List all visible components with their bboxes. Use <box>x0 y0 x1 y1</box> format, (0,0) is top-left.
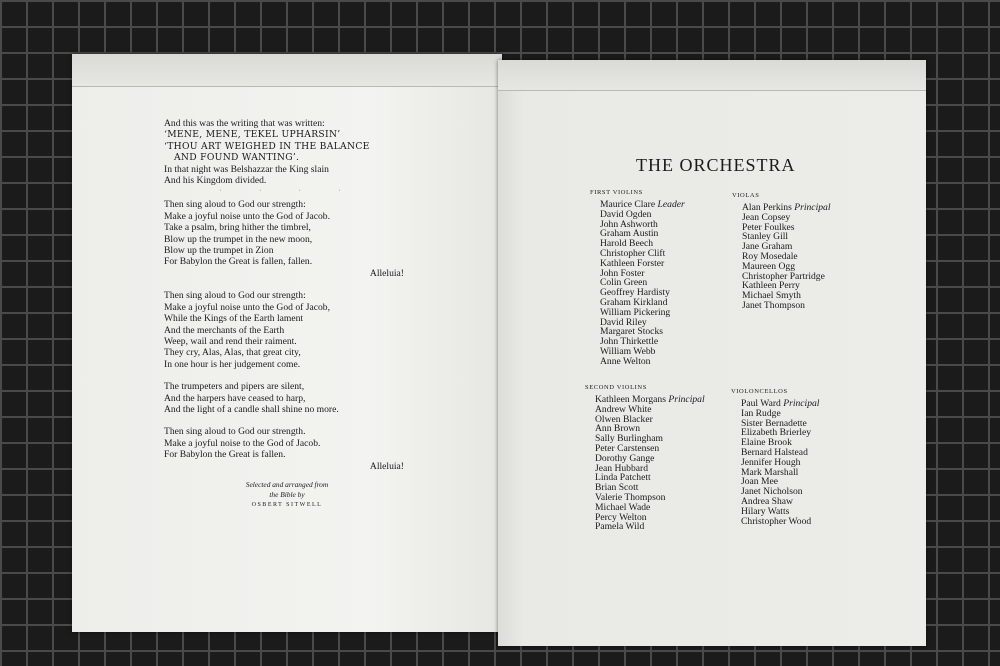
member-name: Maurice Clare <box>600 199 656 210</box>
poem-line: Make a joyful noise unto the God of Jacob, <box>164 301 330 313</box>
member-name: Andrea Shaw <box>741 495 793 507</box>
member-name: Graham Kirkland <box>600 296 668 308</box>
member-name: Olwen Blacker <box>595 413 653 425</box>
poem-line: And the harpers have ceased to harp, <box>164 392 306 404</box>
member-role: Principal <box>783 398 820 409</box>
member-name: Christopher Wood <box>741 515 812 527</box>
member-name: John Foster <box>600 267 645 279</box>
poem-line: Then sing aloud to God our strength. <box>164 426 306 438</box>
member-name: Paul Ward <box>741 398 781 409</box>
member-name: Harold Beech <box>600 238 654 250</box>
member-name: Anne Welton <box>600 355 651 367</box>
member-name: Sister Bernadette <box>741 417 807 429</box>
poem-stanza <box>164 118 414 186</box>
member-row <box>600 357 685 367</box>
member-name: Jennifer Hough <box>741 456 801 468</box>
member-name: David Ogden <box>600 208 652 220</box>
orchestra-title: THE ORCHESTRA <box>636 155 796 175</box>
poem-line: Blow up the trumpet in Zion <box>164 245 274 257</box>
member-name: Christopher Partridge <box>742 270 825 282</box>
poem-line: AND FOUND WANTING’. <box>174 152 300 164</box>
poem-line: While the Kings of the Earth lament <box>164 313 304 325</box>
member-name: Janet Thompson <box>742 299 805 311</box>
member-name: Valerie Thompson <box>595 491 666 503</box>
member-name: Mark Marshall <box>741 466 799 478</box>
member-name: Dorothy Gange <box>595 452 655 464</box>
member-name: Kathleen Forster <box>600 257 665 269</box>
member-name: Andrew White <box>595 403 652 415</box>
section-heading: VIOLONCELLOS <box>731 388 788 395</box>
poem-line: In one hour is her judgement come. <box>164 358 301 370</box>
right-page-header-strip <box>498 60 926 91</box>
section-first-violins <box>590 189 685 367</box>
credit-author: OSBERT SITWELL <box>251 502 323 508</box>
poem-line: Alleluia! <box>369 267 404 279</box>
poem-stanza <box>164 426 414 472</box>
member-name: Elizabeth Brierley <box>741 427 812 439</box>
section-violoncellos <box>731 388 819 526</box>
poem-line: Make a joyful noise to the God of Jacob. <box>164 437 321 449</box>
member-name: William Pickering <box>600 306 671 318</box>
member-name: Ann Brown <box>595 423 641 435</box>
member-name: Janet Nicholson <box>741 486 803 498</box>
member-name: Jean Copsey <box>742 211 791 223</box>
member-list <box>585 395 705 532</box>
member-name: Michael Smyth <box>742 290 801 302</box>
poem-line: And the merchants of the Earth <box>164 324 285 336</box>
member-name: Roy Mosedale <box>742 250 798 262</box>
poem-line: Take a psalm, bring hither the timbrel, <box>164 222 311 234</box>
member-name: Michael Wade <box>595 501 651 513</box>
member-name: Kathleen Perry <box>742 280 800 292</box>
member-name: Hilary Watts <box>741 505 790 517</box>
poem-stanza <box>164 290 414 370</box>
member-list <box>731 399 819 526</box>
right-page <box>498 60 926 646</box>
poem-line: The trumpeters and pipers are silent, <box>164 381 305 393</box>
poem-line: And the light of a candle shall shine no more. <box>164 403 339 415</box>
member-list <box>732 203 831 311</box>
section-violas <box>732 192 831 311</box>
poem-line: ‘THOU ART WEIGHED IN THE BALANCE <box>164 140 370 152</box>
section-second-violins <box>585 384 705 532</box>
poem-line: Make a joyful noise unto the God of Jacob. <box>164 210 330 222</box>
member-name: Kathleen Morgans <box>595 394 666 405</box>
member-name: Jean Hubbard <box>595 462 649 474</box>
poem-line: Then sing aloud to God our strength: <box>164 290 306 302</box>
poem-stanza <box>164 381 414 415</box>
poem-line: For Babylon the Great is fallen. <box>164 449 286 461</box>
poem-stanza <box>164 199 414 279</box>
member-name: Maureen Ogg <box>742 260 796 272</box>
poem-line: Blow up the trumpet in the new moon, <box>164 233 313 245</box>
member-row <box>741 517 819 527</box>
member-name: John Ashworth <box>600 218 658 230</box>
member-name: Alan Perkins <box>742 202 792 213</box>
member-row <box>742 301 831 311</box>
member-name: Jane Graham <box>742 241 793 253</box>
poem-line: And his Kingdom divided. <box>164 175 267 187</box>
member-name: John Thirkettle <box>600 336 659 348</box>
poem-line: Weep, wail and rend their raiment. <box>164 335 297 347</box>
member-name: Peter Carstensen <box>595 442 660 454</box>
member-name: Peter Foulkes <box>742 221 795 233</box>
member-name: Colin Green <box>600 277 648 289</box>
credit-line-2: the Bible by <box>269 490 305 499</box>
section-heading: VIOLAS <box>732 192 760 199</box>
member-name: Brian Scott <box>595 482 639 494</box>
member-row <box>595 522 705 532</box>
section-heading: SECOND VIOLINS <box>585 384 647 391</box>
member-role: Principal <box>794 202 831 213</box>
stanza-separator-dots: · · · · <box>219 188 359 195</box>
member-name: Bernard Halstead <box>741 446 808 458</box>
member-role: Leader <box>657 199 685 210</box>
member-name: Linda Patchett <box>595 472 651 484</box>
member-name: Ian Rudge <box>741 407 781 419</box>
member-role: Principal <box>668 394 705 405</box>
member-name: Graham Austin <box>600 228 659 240</box>
poem-line: ‘MENE, MENE, TEKEL UPHARSIN’ <box>164 129 341 141</box>
member-name: Margaret Stocks <box>600 326 663 338</box>
credit-line-1: Selected and arranged from <box>245 480 329 489</box>
poem-line: Then sing aloud to God our strength: <box>164 199 306 211</box>
member-name: Joan Mee <box>741 476 779 488</box>
poem-line: Alleluia! <box>369 460 404 472</box>
poem-line: And this was the writing that was written: <box>164 118 325 129</box>
member-name: Pamela Wild <box>595 521 645 533</box>
poem-line: In that night was Belshazzar the King slain <box>164 163 329 175</box>
credits <box>212 480 362 508</box>
member-name: Sally Burlingham <box>595 433 663 445</box>
member-name: Geoffrey Hardisty <box>600 287 670 299</box>
section-heading: FIRST VIOLINS <box>590 189 643 196</box>
member-name: Stanley Gill <box>742 231 789 243</box>
left-page-header-strip <box>72 54 502 87</box>
member-name: Elaine Brook <box>741 437 792 449</box>
poem-line: For Babylon the Great is fallen, fallen. <box>164 256 313 268</box>
poem-line: They cry, Alas, Alas, that great city, <box>164 347 301 359</box>
member-name: David Riley <box>600 316 647 328</box>
member-list <box>590 200 685 367</box>
poem-text <box>164 118 414 472</box>
member-name: Percy Welton <box>595 511 647 523</box>
left-page <box>72 54 502 632</box>
member-name: William Webb <box>600 345 656 357</box>
member-name: Christopher Clift <box>600 247 666 259</box>
